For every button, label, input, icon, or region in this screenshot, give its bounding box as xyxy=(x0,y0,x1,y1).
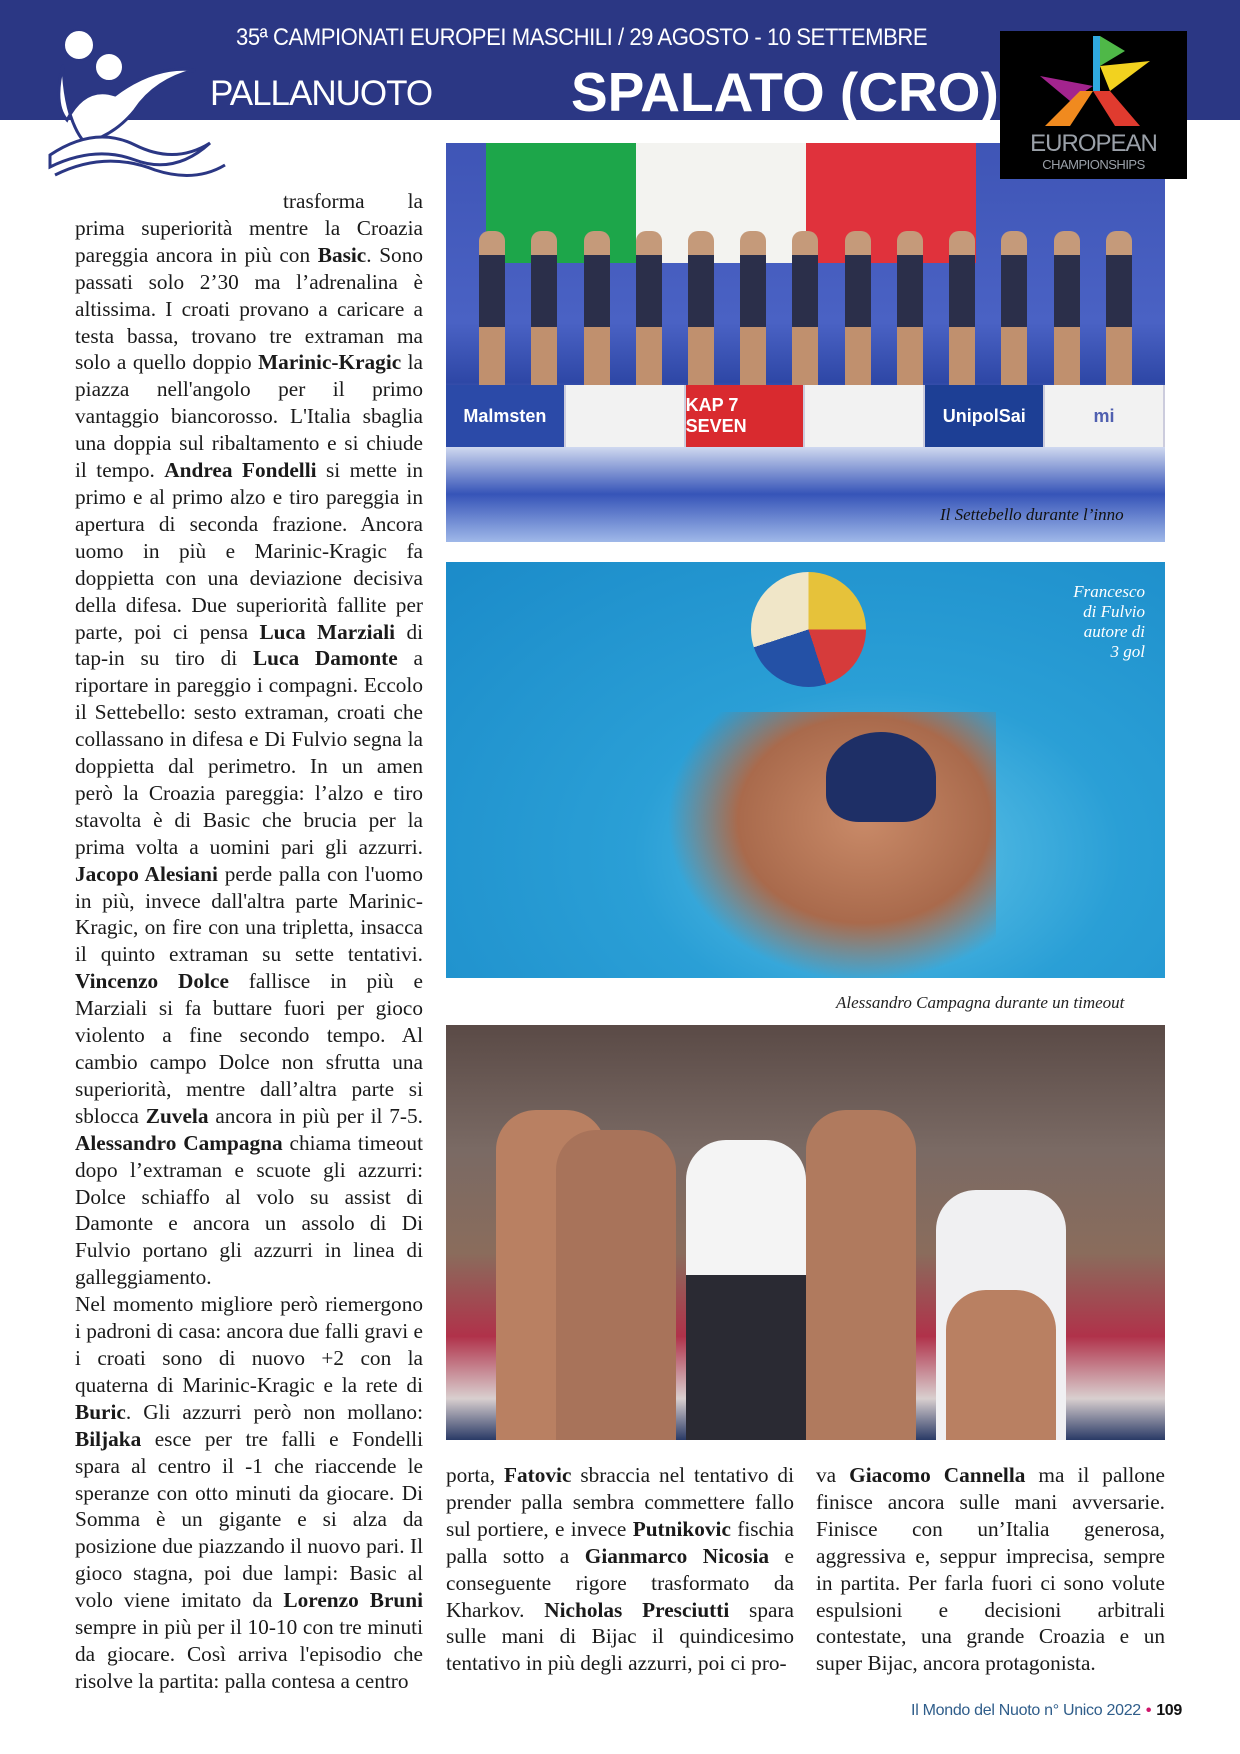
water-polo-ball xyxy=(751,572,866,687)
bold-name: Lorenzo Bruni xyxy=(283,1588,424,1613)
article-column-3 xyxy=(816,1462,1165,1677)
text-run: esce per tre falli e Fondelli spara al centro il -1 che riaccende le speranze con otto minuti da giocare. Di Somma è un gigante e si alza da posizione due piazzando il nuovo pari. Il gioco stagna, poi due lampi: Basic al volo viene imitato da xyxy=(75,1426,423,1613)
magazine-name: Il Mondo del Nuoto n° Unico 2022 xyxy=(911,1702,1141,1719)
bold-name: Fatovic xyxy=(504,1463,572,1487)
sponsor-board: UnipolSai xyxy=(925,385,1045,447)
text-run: si mette in primo e al primo alzo e tiro pareggia in apertura di seconda frazione. Ancora uomo in più e Marinic-Kragic fa doppietta con una deviazione decisiva della difesa. Due superiorità fallite per parte, poi ci pensa xyxy=(75,458,423,644)
article-paragraph xyxy=(75,1291,423,1695)
sponsor-board xyxy=(566,385,686,447)
sponsor-board: KAP 7 SEVEN xyxy=(686,385,806,447)
bold-name: Basic xyxy=(317,242,367,267)
caption-line: autore di xyxy=(1083,622,1145,641)
player-figure xyxy=(666,712,996,978)
page-title: SPALATO (CRO) xyxy=(571,61,999,123)
bold-name: Buric xyxy=(75,1399,126,1424)
bold-name: Biljaka xyxy=(75,1426,142,1451)
star-logo-icon xyxy=(1000,31,1187,131)
text-run: fischia palla sotto a xyxy=(446,1516,795,1568)
sponsor-board: mi xyxy=(1045,385,1165,447)
bold-name: Giacomo Cannella xyxy=(849,1463,1026,1487)
page-number: 109 xyxy=(1156,1702,1182,1719)
text-run: di tap-in su tiro di xyxy=(75,619,424,671)
text-run: perde palla con l'uomo in più, invece dall'altra parte Marinic-Kragic, on fire con una tripletta, insacca il quinto extraman su sette tentativi. xyxy=(75,861,424,967)
text-run: a riportare in pareggio i compagni. Eccolo il Settebello: sesto extraman, croati che collassano in difesa e Di Fulvio segna la doppietta dal perimetro. In un amen però la Croazia pareggia: l’alzo e tiro stavolta è di Basic che brucia per la prima volta a uomini pari gli azzurri. xyxy=(75,646,423,859)
text-run: sempre in più per il 10-10 con tre minuti da giocare. Così arriva l'episodio che risolve la partita: palla contesa a centro xyxy=(75,1615,423,1693)
player-figure xyxy=(556,1130,676,1440)
bold-name: Zuvela xyxy=(145,1103,209,1128)
bold-name: Jacopo Alesiani xyxy=(75,861,218,886)
article-paragraph xyxy=(75,188,423,1291)
bold-name: Putnikovic xyxy=(632,1516,731,1541)
text-run: la piazza nell'angolo per il primo vantaggio biancorosso. L'Italia sbaglia una doppia sul ribaltamento e si chiude il tempo. xyxy=(75,350,423,483)
article-column-1 xyxy=(75,188,423,1695)
bold-name: Nicholas Presciutti xyxy=(544,1597,730,1622)
caption-line: di Fulvio xyxy=(1083,602,1145,621)
text-run: spara sulle mani di Bijac il quindicesimo tentativo in più degli azzurri, poi ci pro- xyxy=(446,1597,794,1676)
player-figure xyxy=(946,1290,1056,1440)
text-run: va xyxy=(816,1463,850,1487)
photo-settebello-anthem xyxy=(446,143,1165,542)
text-run: ancora in più per il 7-5. xyxy=(208,1103,424,1128)
footer-separator: • xyxy=(1145,1702,1152,1719)
text-run: . Gli azzurri però non mollano: xyxy=(125,1399,423,1424)
text-run: Nel momento migliore però riemergono i padroni di casa: ancora due falli gravi e i croati sono di nuovo +2 con la quaterna di Marinic-Kragic e la rete di xyxy=(75,1292,423,1397)
coach-figure xyxy=(686,1140,806,1440)
page-footer xyxy=(911,1702,1182,1720)
text-run: trasforma la prima superiorità mentre la Croazia pareggia ancora in più con xyxy=(75,189,423,267)
text-run: . Sono passati solo 2’30 ma l’adrenalina è altissima. I croati provano a caricare a testa bassa, trovano tre extraman ma solo a quello doppio xyxy=(75,242,423,375)
text-run: e conseguente rigore trasformato da Kharkov. xyxy=(446,1543,795,1622)
article-column-2 xyxy=(446,1462,794,1677)
text-run: ma il pallone finisce ancora sulle mani avversarie. Finisce con un’Italia generosa, aggressiva e, seppur imprecisa, sempre in partita. Per farla fuori ci sono volute espulsioni e decisioni arbitrali contestate, una grande Croazia e un super Bijac, ancora protagonista. xyxy=(816,1463,1165,1676)
bold-name: Gianmarco Nicosia xyxy=(584,1543,770,1568)
photo-caption-anthem: Il Settebello durante l’inno xyxy=(940,505,1124,524)
text-run: porta, xyxy=(446,1463,505,1487)
sponsor-boards xyxy=(446,385,1165,447)
bold-name: Luca Marziali xyxy=(259,619,396,644)
bold-name: Alessandro Campagna xyxy=(75,1130,283,1155)
bold-name: Luca Damonte xyxy=(252,646,398,671)
sponsor-board xyxy=(805,385,925,447)
text-run: sbraccia nel tentativo di prender palla sembra commettere fallo sul portiere, e invece xyxy=(446,1463,794,1541)
article-paragraph xyxy=(816,1462,1165,1677)
sponsor-board: Malmsten xyxy=(446,385,566,447)
section-title: PALLANUOTO xyxy=(210,74,433,113)
logo-text-european: EUROPEAN xyxy=(1030,130,1157,157)
bold-name: Andrea Fondelli xyxy=(164,458,317,483)
text-run: fallisce in più e Marziali si fa buttare fuori per gioco violento a fine secondo tempo. Al cambio campo Dolce non sfrutta una superiorità, mentre dall’altra parte si sblocca xyxy=(75,969,423,1128)
photo-caption-di-fulvio xyxy=(1030,582,1145,662)
logo-text-championships: CHAMPIONSHIPS xyxy=(1042,157,1145,172)
bold-name: Marinic-Kragic xyxy=(258,350,402,375)
player-cap xyxy=(826,732,936,822)
text-run: chiama timeout dopo l’extraman e scuote gli azzurri: Dolce schiaffo al volo su assist di Damonte e ancora un assolo di Di Fulvio portano gli azzurri in linea di galleggiamento. xyxy=(75,1130,423,1290)
photo-timeout xyxy=(446,1025,1165,1440)
article-paragraph xyxy=(446,1462,794,1677)
caption-line: Francesco xyxy=(1073,582,1145,601)
event-line: 35ª CAMPIONATI EUROPEI MASCHILI / 29 AGOSTO - 10 SETTEMBRE xyxy=(236,24,928,51)
caption-line: 3 gol xyxy=(1110,642,1145,661)
photo-caption-timeout: Alessandro Campagna durante un timeout xyxy=(836,993,1125,1012)
european-championships-logo xyxy=(1000,31,1187,179)
player-figure xyxy=(806,1110,916,1440)
bold-name: Vincenzo Dolce xyxy=(75,969,229,994)
